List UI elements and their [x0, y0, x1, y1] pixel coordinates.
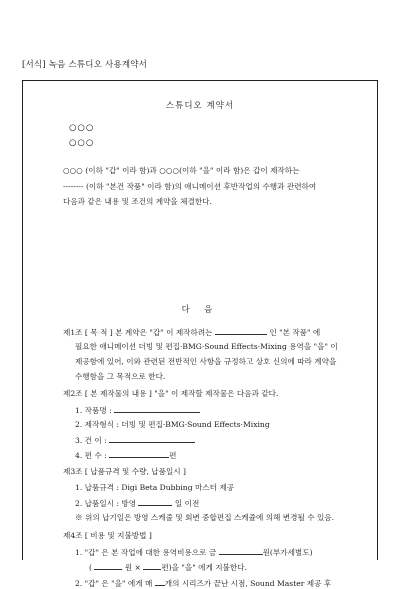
article-4-item-1 [75, 546, 313, 558]
contract-document [22, 80, 378, 588]
item-suffix: 원(부가세별도) [262, 548, 313, 557]
article-2-item-2: 2. 제작형식 : 더빙 및 편집·BMG·Sound Effects·Mixing [75, 420, 270, 429]
item-text: 2. "갑" 은 "을" 에게 매 [75, 579, 153, 588]
article-2-item-4 [75, 449, 176, 461]
item-label: 3. 건 이 : [75, 436, 107, 445]
article-1-line: 수행함을 그 목적으로 한다. [75, 372, 166, 381]
article-2-item-1 [75, 404, 200, 416]
article-2-heading: 제2조 [ 본 제작물의 내용 ] "을" 이 제작할 제작물은 다음과 같다. [63, 389, 279, 398]
article-1-line: 필요한 애니메이션 더빙 및 편집·BMG·Sound Effects·Mixing 용역을 "을" 이 [75, 342, 338, 351]
document-title: 스튜디오 계약서 [165, 101, 235, 111]
length-blank [109, 434, 195, 443]
count-blank [143, 561, 161, 570]
article-2-item-3 [75, 434, 195, 446]
article-3-item-1: 1. 납품규격 : Digi Beta Dubbing 마스터 제공 [75, 483, 235, 492]
intro-line: ○○○ (이하 "갑" 이라 함)과 ○○○(이하 "을" 이라 함)은 갑이 제작하는 [63, 166, 300, 175]
section-heading: 다 음 [181, 304, 219, 314]
work-title-blank [114, 404, 200, 413]
intro-line: 다음과 같은 내용 및 조건의 계약을 체결한다. [63, 197, 212, 207]
article-1-line: 제공함에 있어, 이와 관련된 전반적인 사항을 규정하고 상호 신의에 따라 계약을 [75, 357, 337, 366]
intro-line: -------- (이하 "본건 작품" 이라 함)의 애니메이션 후반작업의 수행과 관련하여 [63, 181, 317, 191]
article-3-note: ※ 위의 납기일은 방영 스케줄 및 회변 중합편집 스케쥴에 의해 변경될 수 있음. [75, 513, 335, 522]
amount-blank [219, 546, 263, 555]
item-text: 개의 시리즈가 끝난 시점, Sound Master 제공 후 [164, 579, 332, 588]
detail-text: 편)을 "을" 에게 지불한다. [161, 563, 247, 572]
form-label: [서식] 녹음 스튜디오 사용계약서 [22, 60, 148, 70]
item-label: 2. 납품일시 : 방영 [75, 499, 137, 508]
article-3-item-2 [75, 497, 199, 509]
item-text: 1. "갑" 은 본 작업에 대한 용역비용으로 금 [75, 548, 217, 557]
item-suffix: 일 이전 [174, 499, 200, 508]
title-blank [215, 326, 267, 335]
article-4-item-2 [75, 577, 331, 589]
article-1-post: 인 "본 작품" 에 [269, 328, 321, 337]
article-4-heading: 제4조 [ 비용 및 지불방법 ] [63, 531, 152, 540]
delivery-blank [138, 497, 172, 506]
party-a: ○○○ [69, 123, 95, 133]
episodes-blank [109, 449, 169, 458]
series-blank [155, 577, 165, 586]
detail-text: 원 × [124, 563, 141, 572]
item-unit: 편 [169, 451, 177, 460]
party-b: ○○○ [69, 138, 95, 148]
article-3-heading: 제3조 [ 납품규격 및 수량, 납품일시 ] [63, 467, 187, 476]
article-1-pre: 제1조 [ 목 적 ] 본 계약은 "갑" 이 제작하려는 [63, 328, 213, 337]
intro-paragraph [63, 163, 363, 210]
unit-price-blank [94, 561, 122, 570]
item-label: 1. 작품명 : [75, 406, 112, 415]
paren-open: ( [89, 563, 92, 572]
article-1-heading [63, 326, 320, 338]
item-label: 4. 편 수 : [75, 451, 107, 460]
article-4-item-1-detail [89, 561, 247, 573]
